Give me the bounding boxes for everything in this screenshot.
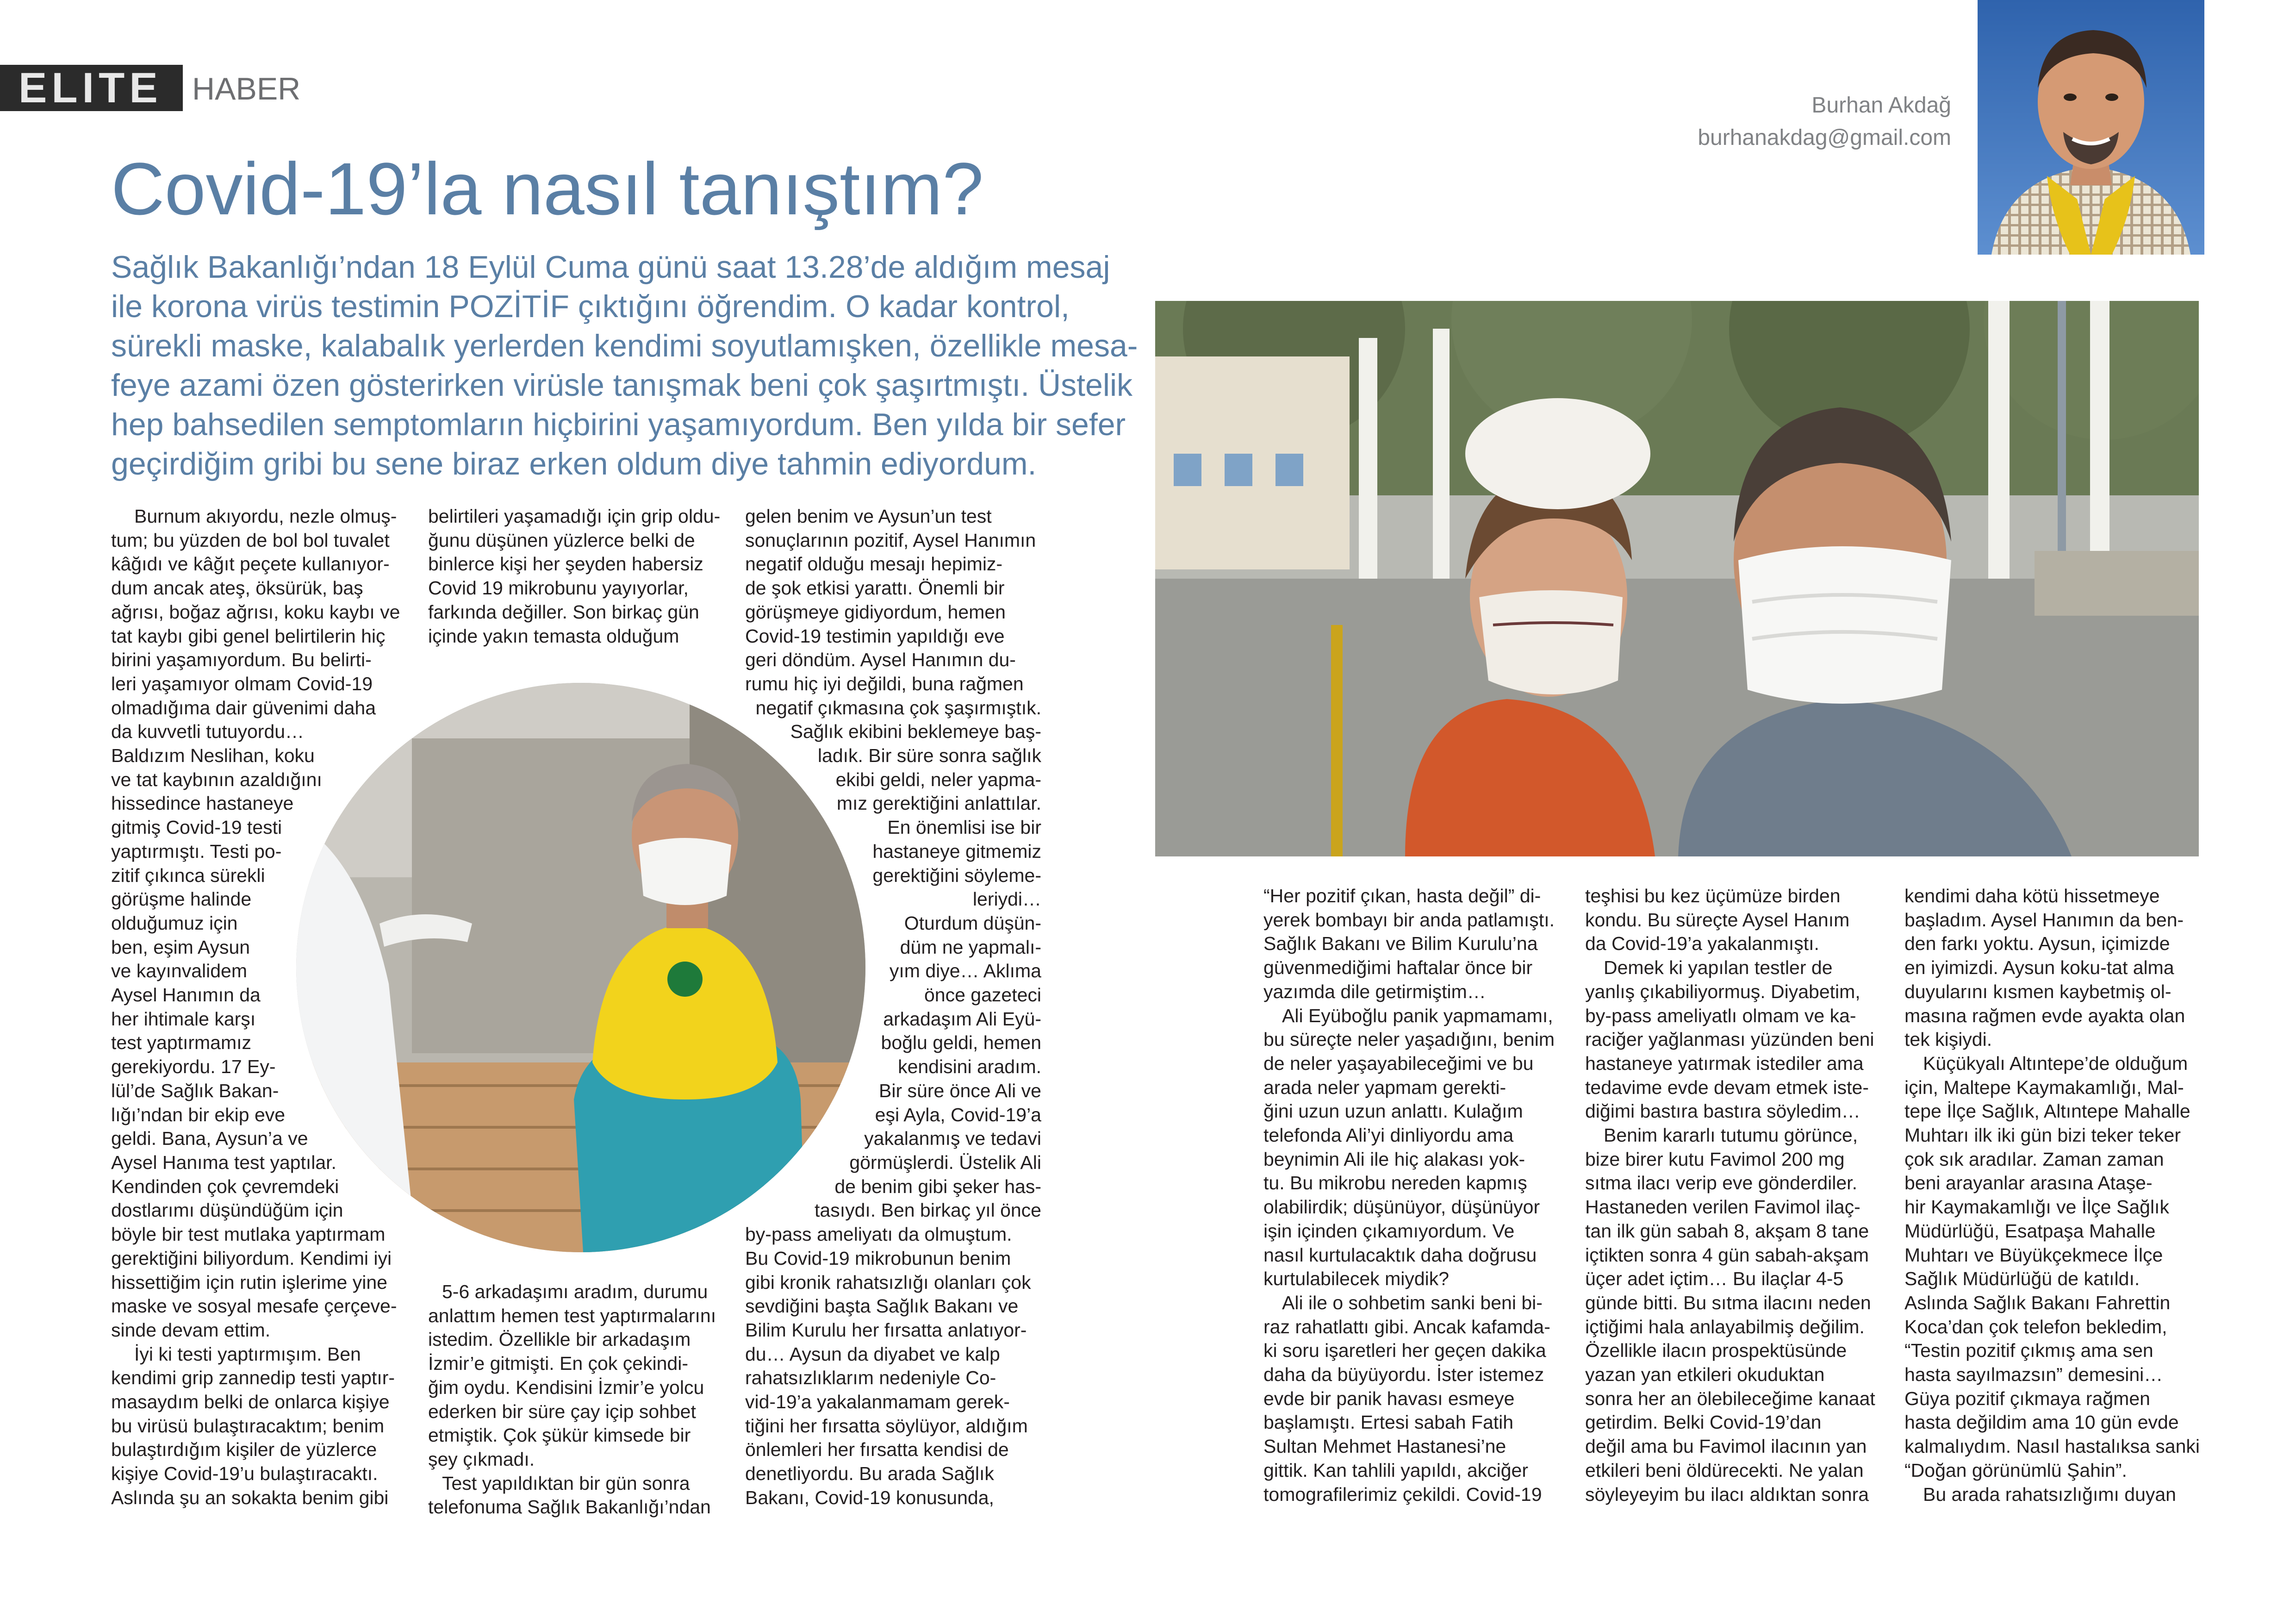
text-line: İzmir’e gitmişti. En çok çekindi- <box>428 1353 688 1374</box>
text-line: ki soru işaretleri her geçen dakika <box>1263 1340 1546 1362</box>
text-line: olduğumuz için <box>111 912 238 934</box>
text-line: Aslında Sağlık Bakanı Fahrettin <box>1904 1292 2171 1313</box>
text-line: mız gerektiğini anlattılar. <box>836 793 1041 814</box>
selfie-photo <box>1155 301 2199 856</box>
text-line: birini yaşamıyordum. Bu belirti- <box>111 649 372 671</box>
text-line: sevdiğini başta Sağlık Bakanı ve <box>745 1295 1019 1317</box>
text-line: Covid-19 testimin yapıldığı eve <box>745 625 1005 647</box>
text-line: başladım. Aysel Hanımın da ben- <box>1904 909 2184 931</box>
text-line: ekibi geldi, neler yapma- <box>835 768 1041 790</box>
text-line: de benim gibi şeker has- <box>834 1175 1041 1197</box>
text-line: istedim. Özellikle bir arkadaşım <box>428 1329 691 1350</box>
text-line: Koca’dan çok telefon bekledim, <box>1904 1316 2167 1337</box>
text-line: hasta değildim ama 10 gün evde <box>1904 1412 2179 1433</box>
text-line: Sağlık Müdürlüğü de katıldı. <box>1904 1268 2140 1290</box>
text-line: masaydım belki de onlarca kişiye <box>111 1391 390 1413</box>
text-line: her ihtimale karşı <box>111 1008 256 1030</box>
text-line: by-pass ameliyatı da olmuştum. <box>745 1224 1012 1245</box>
text-line: başlamıştı. Ertesi sabah Fatih <box>1263 1412 1514 1433</box>
text-line: bu virüsü bulaştıracaktım; benim <box>111 1415 385 1437</box>
text-line: by-pass ameliyatlı olmam ve ka- <box>1585 1005 1856 1026</box>
text-line: böyle bir test mutlaka yaptırmam <box>111 1224 386 1245</box>
text-line: yaptırmıştı. Testi po- <box>111 840 282 862</box>
text-line: telefonda Ali’yi dinliyordu ama <box>1263 1124 1514 1146</box>
text-line: raciğer yağlanması yüzünden beni <box>1585 1029 1874 1050</box>
text-line: tasıydı. Ben birkaç yıl önce <box>815 1199 1041 1221</box>
text-line: “Doğan görünümlü Şahin”. <box>1904 1459 2127 1481</box>
text-line: masına rağmen evde ayakta olan <box>1904 1005 2185 1026</box>
text-line: İyi ki testi yaptırmışım. Ben <box>134 1343 361 1365</box>
text-line: Bir süre önce Ali ve <box>879 1080 1041 1101</box>
text-line: rumu hiç iyi değildi, buna rağmen <box>745 673 1024 694</box>
text-line: Sağlık ekibini beklemeye baş- <box>790 721 1041 743</box>
lead-line: geçirdiğim gribi bu sene biraz erken oldum diye tahmin ediyordum. <box>111 446 1037 481</box>
text-line: görüşmeye gidiyordum, hemen <box>745 601 1006 623</box>
text-line: hir Kaymakamlığı ve İlçe Sağlık <box>1904 1196 2169 1218</box>
text-line: için, Maltepe Kaymakamlığı, Mal- <box>1904 1076 2184 1098</box>
text-line: Burnum akıyordu, nezle olmuş- <box>134 506 397 527</box>
text-line: söyleyeyim bu ilacı aldıktan sonra <box>1585 1483 1869 1505</box>
text-line: leri yaşamıyor olmam Covid-19 <box>111 673 373 694</box>
text-line: görüşme halinde <box>111 888 252 910</box>
text-line: belirtileri yaşamadığı için grip oldu- <box>428 506 721 527</box>
text-line: diğimi bastıra bastıra söyledim… <box>1585 1100 1860 1122</box>
text-line: “Testin pozitif çıkmış ama sen <box>1904 1340 2153 1362</box>
text-column-1 <box>111 505 400 1510</box>
text-line: Bakanı, Covid-19 konusunda, <box>745 1487 994 1508</box>
text-line: tiğini her fırsatta söylüyor, aldığım <box>745 1415 1028 1437</box>
text-line: tum; bu yüzden de bol bol tuvalet <box>111 529 390 551</box>
text-line: ğini uzun uzun anlattı. Kulağım <box>1263 1100 1523 1122</box>
text-line: boğlu geldi, hemen <box>881 1032 1041 1054</box>
text-line: ğunu düşünen yüzlerce belki de <box>428 529 695 551</box>
text-line: güvenmediğimi haftalar önce bir <box>1263 957 1533 979</box>
author-photo <box>1978 0 2204 255</box>
text-line: Muhtarı ve Büyükçekmece İlçe <box>1904 1244 2163 1266</box>
text-line: üçer adet içtim… Bu ilaçlar 4-5 <box>1585 1268 1844 1290</box>
text-line: Sultan Mehmet Hastanesi’ne <box>1263 1436 1506 1457</box>
text-line: gerekiyordu. 17 Ey- <box>111 1056 276 1078</box>
text-line: Kendinden çok çevremdeki <box>111 1175 339 1197</box>
text-line: şey çıkmadı. <box>428 1448 535 1470</box>
text-line: hastaneye gitmemiz <box>872 840 1041 862</box>
text-line: teşhisi bu kez üçümüze birden <box>1585 885 1841 906</box>
text-line: Aysel Hanımın da <box>111 984 261 1006</box>
text-line: Sağlık Bakanı ve Bilim Kurulu’na <box>1263 933 1538 955</box>
text-line: Güya pozitif çıkmaya rağmen <box>1904 1387 2150 1409</box>
text-line: ğim oydu. Kendisini İzmir’e yolcu <box>428 1376 704 1398</box>
text-line: du… Aysun da diyabet ve kalp <box>745 1343 1000 1365</box>
text-line: tek kişiydi. <box>1904 1029 1992 1050</box>
text-line: Özellikle ilacın prospektüsünde <box>1585 1340 1847 1362</box>
text-line: etmiştik. Çok şükür kimsede bir <box>428 1424 691 1446</box>
text-line: bu süreçte neler yaşadığını, benim <box>1263 1029 1555 1050</box>
text-line: “Her pozitif çıkan, hasta değil” di- <box>1263 885 1541 906</box>
text-line: hasta sayılmazsın” demesini… <box>1904 1364 2163 1386</box>
text-line: da kuvvetli tutuyordu… <box>111 721 305 743</box>
text-line: Müdürlüğü, Esatpaşa Mahalle <box>1904 1220 2156 1242</box>
text-line: tepe İlçe Sağlık, Altıntepe Mahalle <box>1904 1100 2190 1122</box>
text-line: tu. Bu mikrobu nereden kapmış <box>1263 1172 1527 1194</box>
text-line: sıtma ilacı verip eve gönderdiler. <box>1585 1172 1857 1194</box>
text-line: telefonuma Sağlık Bakanlığı’ndan <box>428 1496 711 1518</box>
text-line: sonra her an ölebileceğime kanaat <box>1585 1387 1875 1409</box>
text-column-2-bottom <box>428 1280 716 1519</box>
text-line: de şok etkisi yarattı. Önemli bir <box>745 577 1005 599</box>
text-line: yakalanmış ve tedavi <box>864 1128 1041 1149</box>
text-line: denetliyordu. Bu arada Sağlık <box>745 1463 994 1485</box>
text-line: yerek bombayı bir anda patlamıştı. <box>1263 909 1555 931</box>
text-line: gibi kronik rahatsızlığı olanları çok <box>745 1271 1031 1293</box>
text-line: kâğıdı ve kâğıt peçete kullanıyor- <box>111 553 390 575</box>
text-line: ve kayınvalidem <box>111 960 247 982</box>
text-line: Aslında şu an sokakta benim gibi <box>111 1487 389 1508</box>
lead-line: feye azami özen gösterirken virüsle tanışmak beni çok şaşırtmıştı. Üstelik <box>111 368 1133 403</box>
text-line: Ali ile o sohbetim sanki beni bi- <box>1282 1292 1543 1313</box>
text-line: dum ancak ateş, öksürük, baş <box>111 577 363 599</box>
text-line: günde bitti. Bu sıtma ilacını neden <box>1585 1292 1871 1313</box>
text-line: nasıl kurtulacaktık daha doğrusu <box>1263 1244 1537 1266</box>
author-portrait-illustration <box>1978 0 2204 255</box>
text-line: Baldızım Neslihan, koku <box>111 745 315 767</box>
lead-line: ile korona virüs testimin POZİTİF çıktığını öğrendim. O kadar kontrol, <box>111 289 1070 324</box>
text-line: dostlarımı düşündüğüm için <box>111 1199 343 1221</box>
text-line: düm ne yapmalı- <box>900 936 1041 958</box>
text-line: Bu arada rahatsızlığımı duyan <box>1923 1483 2176 1505</box>
text-line: getirdim. Belki Covid-19’dan <box>1585 1412 1822 1433</box>
text-line: lığı’ndan bir ekip eve <box>111 1104 286 1125</box>
text-line: önce gazeteci <box>924 984 1041 1006</box>
text-line: değil ama bu Favimol ilacının yan <box>1585 1436 1867 1457</box>
text-line: geri döndüm. Aysel Hanımın du- <box>745 649 1016 671</box>
text-line: Oturdum düşün- <box>904 912 1041 934</box>
text-line: gittik. Kan tahlili yapıldı, akciğer <box>1263 1459 1528 1481</box>
text-line: beni arayanlar arasına Ataşe- <box>1904 1172 2153 1194</box>
text-line: Bilim Kurulu her fırsatta anlatıyor- <box>745 1319 1027 1341</box>
text-line: ağrısı, boğaz ağrısı, koku kaybı ve <box>111 601 400 623</box>
lead-line: hep bahsedilen semptomların hiçbirini yaşamıyordum. Ben yılda bir sefer <box>111 407 1126 442</box>
text-line: anlattım hemen test yaptırmalarını <box>428 1305 716 1326</box>
text-line: zitif çıkınca sürekli <box>111 864 265 886</box>
text-line: kendimi daha kötü hissetmeye <box>1904 885 2160 906</box>
text-line: Hastaneden verilen Favimol ilaç- <box>1585 1196 1860 1218</box>
text-column-6 <box>1904 884 2200 1506</box>
text-line: ve tat kaybının azaldığını <box>111 768 322 790</box>
text-line: den farkı yoktu. Aysun, içimizde <box>1904 933 2170 955</box>
text-line: Küçükyalı Altıntepe’de olduğum <box>1923 1052 2188 1074</box>
text-line: kendisini aradım. <box>898 1056 1041 1078</box>
text-line: lül’de Sağlık Bakan- <box>111 1080 279 1101</box>
text-line: tan ilk gün sabah 8, akşam 8 tane <box>1585 1220 1869 1242</box>
author-name: Burhan Akdağ <box>1811 93 1951 118</box>
text-line: etkileri beni öldürecekti. Ne yalan <box>1585 1459 1864 1481</box>
text-line: kondu. Bu süreçte Aysel Hanım <box>1585 909 1850 931</box>
text-column-5 <box>1585 884 1875 1506</box>
article-headline: Covid-19’la nasıl tanıştım? <box>111 147 984 230</box>
text-line: içtikten sonra 4 gün sabah-akşam <box>1585 1244 1869 1266</box>
text-column-2-top <box>428 505 720 648</box>
text-line: hissettiğim için rutin işlerime yine <box>111 1271 387 1293</box>
text-line: olmadığıma dair güvenimi daha <box>111 697 376 718</box>
text-line: Muhtarı ilk iki gün bizi teker teker <box>1904 1124 2181 1146</box>
text-line: negatif olduğu mesajı hepimiz- <box>745 553 1003 575</box>
text-line: test yaptırmamız <box>111 1032 252 1054</box>
elite-logo: ELITE <box>19 64 162 112</box>
text-line: kendimi grip zannedip testi yaptır- <box>111 1367 395 1389</box>
text-line: içinde yakın temasta olduğum <box>428 625 679 647</box>
text-line: işin içinden çıkamıyordum. Ve <box>1263 1220 1515 1242</box>
author-email[interactable]: burhanakdag@gmail.com <box>1698 125 1951 150</box>
text-line: geldi. Bana, Aysun’a ve <box>111 1128 308 1149</box>
text-line: ederken bir süre çay içip sohbet <box>428 1400 696 1422</box>
text-line: ben, eşim Aysun <box>111 936 250 958</box>
text-line: vid-19’a yakalanmamam gerek- <box>745 1391 1010 1413</box>
text-line: Demek ki yapılan testler de <box>1604 957 1833 979</box>
text-line: Covid 19 mikrobunu yayıyorlar, <box>428 577 689 599</box>
text-line: evde bir panik havası esmeye <box>1263 1387 1515 1409</box>
text-line: bulaştırdığım kişiler de yüzlerce <box>111 1439 377 1461</box>
text-line: da Covid-19’a yakalanmıştı. <box>1585 933 1819 955</box>
text-line: leriydi… <box>972 888 1041 910</box>
section-label: HABER <box>192 71 301 106</box>
text-line: duyularını kısmen kaybetmiş ol- <box>1904 981 2172 1002</box>
text-line: arkadaşım Ali Eyü- <box>883 1008 1041 1030</box>
text-line: binlerce kişi her şeyden habersiz <box>428 553 703 575</box>
selfie-photo-illustration <box>1155 301 2199 856</box>
text-line: kişiye Covid-19’u bulaştıracaktı. <box>111 1463 378 1485</box>
text-line: Ali Eyüboğlu panik yapmamamı, <box>1282 1005 1553 1026</box>
text-line: yım diye… Aklıma <box>889 960 1041 982</box>
text-line: 5-6 arkadaşımı aradım, durumu <box>442 1281 708 1302</box>
text-line: bize birer kutu Favimol 200 mg <box>1585 1148 1845 1170</box>
article-lead <box>111 248 1138 484</box>
text-line: maske ve sosyal mesafe çerçeve- <box>111 1295 397 1317</box>
lead-line: sürekli maske, kalabalık yerlerden kendimi soyutlamışken, özellikle mesa- <box>111 328 1138 363</box>
text-line: olabilirdik; düşünüyor, düşünüyor <box>1263 1196 1540 1218</box>
text-column-3 <box>745 505 1041 1510</box>
text-line: gerektiğini biliyordum. Kendimi iyi <box>111 1247 392 1269</box>
lead-line: Sağlık Bakanlığı’ndan 18 Eylül Cuma günü saat 13.28’de aldığım mesaj <box>111 250 1110 285</box>
text-line: yazımda dile getirmiştim… <box>1263 981 1486 1002</box>
text-line: raz rahatlattı gibi. Ancak kafamda- <box>1263 1316 1550 1337</box>
text-line: çok sık aradılar. Zaman zaman <box>1904 1148 2164 1170</box>
text-line: arada neler yapmam gerekti- <box>1263 1076 1506 1098</box>
text-line: Aysel Hanıma test yaptılar. <box>111 1151 336 1173</box>
text-line: farkında değiller. Son birkaç gün <box>428 601 699 623</box>
text-line: negatif çıkmasına çok şaşırmıştık. <box>755 697 1041 718</box>
text-line: görmüşlerdi. Üstelik Ali <box>849 1151 1041 1173</box>
text-line: Benim kararlı tutumu görünce, <box>1604 1124 1858 1146</box>
text-line: Bu Covid-19 mikrobunun benim <box>745 1247 1011 1269</box>
text-line: gelen benim ve Aysun’un test <box>745 506 992 527</box>
text-line: hissedince hastaneye <box>111 793 294 814</box>
text-line: rahatsızlıklarım nedeniyle Co- <box>745 1367 996 1389</box>
text-line: beynimin Ali ile hiç alakası yok- <box>1263 1148 1525 1170</box>
text-line: tomografilerimiz çekildi. Covid-19 <box>1263 1483 1542 1505</box>
text-line: yanlış çıkabiliyormuş. Diyabetim, <box>1585 981 1860 1002</box>
text-line: hastaneye yatırmak istediler ama <box>1585 1052 1864 1074</box>
text-line: yazan yan etkileri okuduktan <box>1585 1364 1825 1386</box>
text-line: sonuçlarının pozitif, Aysel Hanımın <box>745 529 1036 551</box>
text-line: kurtulabilecek miydik? <box>1263 1268 1450 1290</box>
text-line: önlemleri her fırsatta kendisi de <box>745 1439 1009 1461</box>
text-line: sinde devam ettim. <box>111 1319 271 1341</box>
text-line: tat kaybı gibi genel belirtilerin hiç <box>111 625 386 647</box>
text-line: kalmalıydım. Nasıl hastalıksa sanki <box>1904 1436 2200 1457</box>
text-line: gerektiğini söyleme- <box>872 864 1041 886</box>
text-line: ladık. Bir süre sonra sağlık <box>817 745 1041 767</box>
text-line: en iyimizdi. Aysun koku-tat alma <box>1904 957 2174 979</box>
text-line: de neler yaşayabileceğimi ve bu <box>1263 1052 1534 1074</box>
text-line: eşi Ayla, Covid-19’a <box>875 1104 1041 1125</box>
text-line: daha da büyüyordu. İster istemez <box>1263 1364 1544 1386</box>
text-line: En önemlisi ise bir <box>887 817 1041 838</box>
text-line: gitmiş Covid-19 testi <box>111 817 282 838</box>
text-column-4 <box>1263 884 1555 1506</box>
text-line: içtiğimi hala anlayabilmiş değilim. <box>1585 1316 1865 1337</box>
text-line: Test yapıldıktan bir gün sonra <box>442 1472 690 1494</box>
text-line: tedavime evde devam etmek iste- <box>1585 1076 1869 1098</box>
